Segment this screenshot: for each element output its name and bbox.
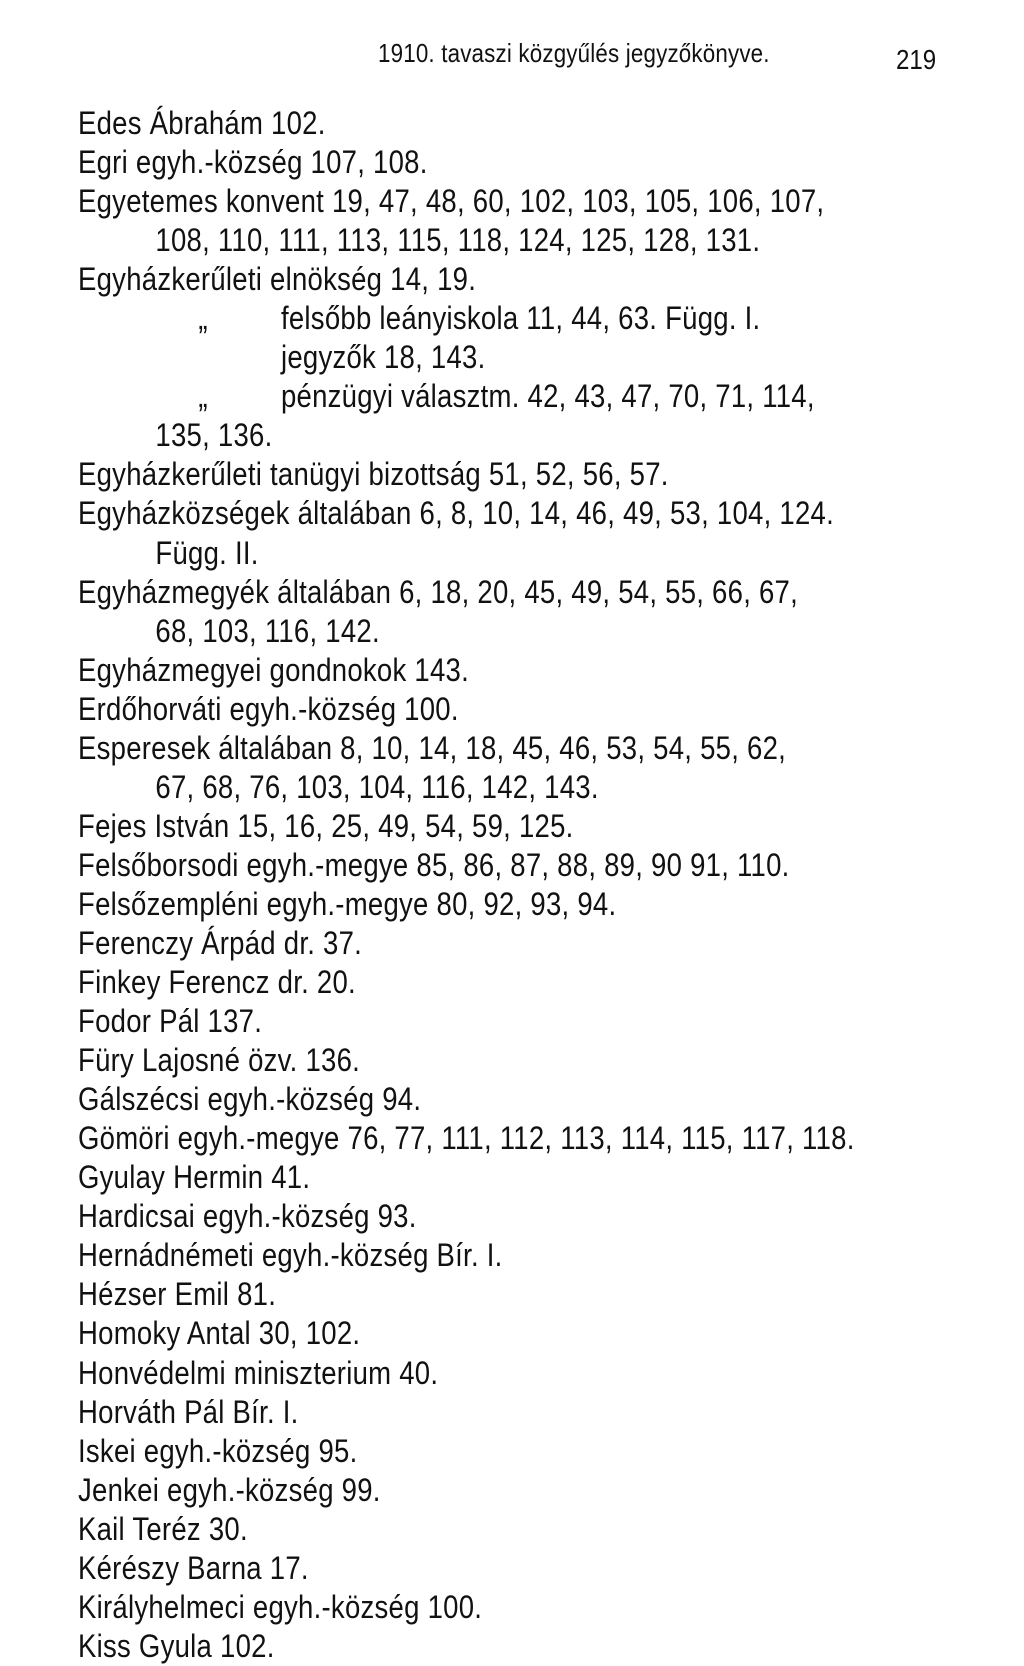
index-entry	[78, 573, 852, 612]
index-entry-text: Kérészy Barna 17.	[78, 1549, 309, 1586]
index-entry-text: Egyházközségek általában 6, 8, 10, 14, 46, 49, 53, 104, 124.	[78, 495, 835, 532]
index-entry-text: Homoky Antal 30, 102.	[78, 1315, 361, 1352]
index-entry-text: Gyulay Hermin 41.	[78, 1159, 311, 1196]
page-header	[0, 38, 1024, 78]
index-entry	[78, 1510, 852, 1549]
running-title: 1910. tavaszi közgyűlés jegyzőkönyve.	[378, 38, 770, 68]
index-entry-text: Egyetemes konvent 19, 47, 48, 60, 102, 103, 105, 106, 107,	[78, 183, 825, 220]
index-entry	[78, 494, 852, 533]
index-entry	[78, 1393, 852, 1432]
index-entry	[78, 846, 852, 885]
index-entry-text: Egyházkerűleti elnökség 14, 19.	[78, 261, 477, 298]
index-entry-text: Gálszécsi egyh.-község 94.	[78, 1081, 422, 1118]
index-entry	[78, 612, 852, 651]
index-entry-text: Esperesek általában 8, 10, 14, 18, 45, 46, 53, 54, 55, 62,	[78, 729, 787, 766]
index-entry-text: Kail Teréz 30.	[78, 1510, 248, 1547]
index-entry	[78, 377, 852, 416]
index-entry-text: Edes Ábrahám 102.	[78, 105, 326, 141]
index-list	[78, 104, 978, 1666]
index-entry	[78, 416, 852, 455]
index-entry	[78, 221, 852, 260]
index-entry-text: Ferenczy Árpád dr. 37.	[78, 924, 363, 961]
index-entry	[78, 299, 852, 338]
index-entry-text: felsőbb leányiskola 11, 44, 63. Függ. I.	[280, 300, 761, 337]
index-entry	[78, 1432, 852, 1471]
index-entry-text: Horváth Pál Bír. I.	[78, 1393, 299, 1430]
index-entry	[78, 455, 852, 494]
index-entry	[78, 1041, 852, 1080]
index-entry	[78, 1002, 852, 1041]
index-entry	[78, 651, 852, 690]
index-entry-text: Függ. II.	[155, 534, 259, 571]
index-entry-text: Egri egyh.-község 107, 108.	[78, 144, 428, 181]
index-entry-text: Egyházmegyei gondnokok 143.	[78, 651, 469, 688]
index-entry	[78, 924, 852, 963]
index-entry-text: 68, 103, 116, 142.	[155, 612, 380, 649]
index-entry	[78, 885, 852, 924]
index-entry	[78, 1119, 855, 1158]
index-entry-text: Hardicsai egyh.-község 93.	[78, 1198, 417, 1235]
index-entry	[78, 690, 852, 729]
index-entry	[78, 1158, 852, 1197]
index-entry-text: Finkey Ferencz dr. 20.	[78, 964, 356, 1001]
index-entry-text: Hernádnémeti egyh.-község Bír. I.	[78, 1237, 503, 1274]
ditto-mark: „	[198, 300, 208, 337]
index-entry	[78, 1627, 852, 1666]
index-entry-text: Egyházmegyék általában 6, 18, 20, 45, 49, 54, 55, 66, 67,	[78, 573, 799, 610]
index-entry	[78, 1354, 852, 1393]
index-entry	[78, 338, 852, 377]
index-entry-text: Honvédelmi miniszterium 40.	[78, 1354, 439, 1391]
index-entry-text: Fejes István 15, 16, 25, 49, 54, 59, 125.	[78, 807, 574, 844]
index-entry-text: Gömöri egyh.-megye 76, 77, 111, 112, 113, 114, 115, 117, 118.	[78, 1120, 855, 1157]
index-entry-text: Hézser Emil 81.	[78, 1276, 277, 1313]
page-number: 219	[896, 44, 937, 75]
index-entry	[78, 1549, 852, 1588]
ditto-mark: „	[198, 378, 208, 415]
index-entry	[78, 729, 852, 768]
index-entry	[78, 104, 852, 143]
index-entry	[78, 1197, 852, 1236]
index-entry	[78, 143, 852, 182]
index-entry-text: 135, 136.	[155, 417, 273, 454]
index-entry-text: Kiss Gyula 102.	[78, 1627, 275, 1664]
index-entry-text: jegyzők 18, 143.	[280, 339, 486, 376]
index-entry	[78, 260, 852, 299]
index-entry	[78, 768, 852, 807]
index-entry	[78, 1080, 852, 1119]
index-entry-text: Felsőborsodi egyh.-megye 85, 86, 87, 88, 89, 90 91, 110.	[78, 846, 790, 883]
index-entry-text: Erdőhorváti egyh.-község 100.	[78, 690, 459, 727]
index-entry-text: Jenkei egyh.-község 99.	[78, 1471, 381, 1508]
index-entry	[78, 1471, 852, 1510]
index-entry	[78, 807, 852, 846]
index-entry-text: Iskei egyh.-község 95.	[78, 1432, 358, 1469]
index-entry-text: 108, 110, 111, 113, 115, 118, 124, 125, 128, 131.	[155, 222, 761, 259]
index-entry	[78, 1588, 852, 1627]
index-entry-text: Királyhelmeci egyh.-község 100.	[78, 1588, 483, 1625]
index-entry	[78, 534, 852, 573]
index-entry	[78, 1314, 852, 1353]
index-entry-text: Fodor Pál 137.	[78, 1003, 263, 1040]
index-entry-text: pénzügyi választm. 42, 43, 47, 70, 71, 114,	[280, 378, 815, 415]
index-entry	[78, 182, 852, 221]
index-entry	[78, 963, 852, 1002]
index-entry	[78, 1275, 852, 1314]
index-entry-text: Felsőzempléni egyh.-megye 80, 92, 93, 94.	[78, 885, 617, 922]
index-entry-text: 67, 68, 76, 103, 104, 116, 142, 143.	[155, 768, 599, 805]
index-entry-text: Egyházkerűleti tanügyi bizottság 51, 52, 56, 57.	[78, 456, 669, 493]
index-entry	[78, 1236, 852, 1275]
index-entry-text: Füry Lajosné özv. 136.	[78, 1042, 361, 1079]
